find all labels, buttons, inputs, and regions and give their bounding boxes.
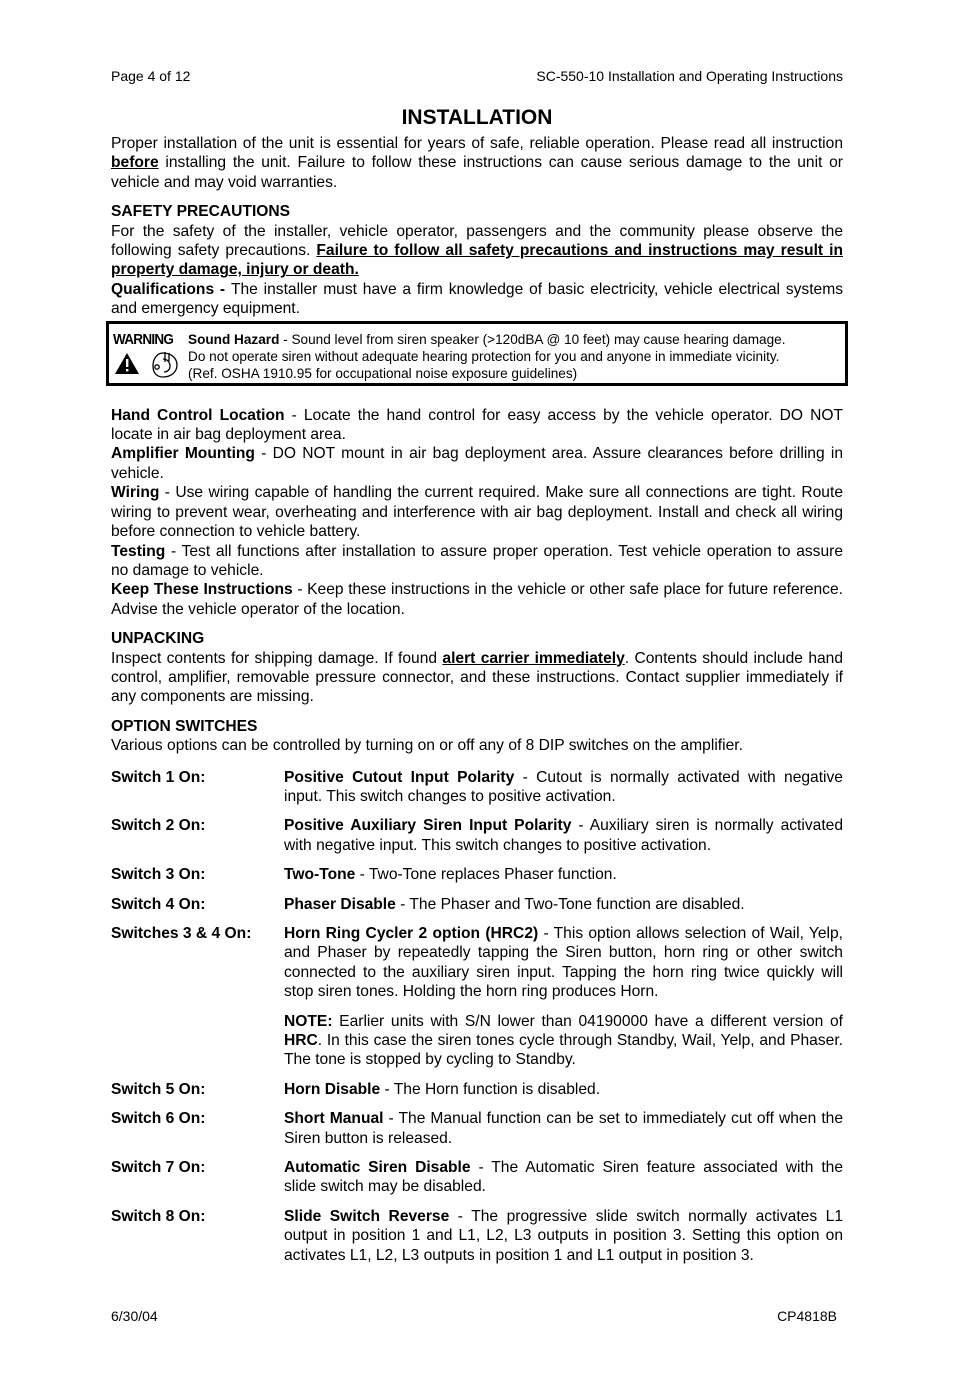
document-body — [111, 134, 843, 1275]
intro-paragraph: Proper installation of the unit is essential for years of safe, reliable operation. Please read all instruction before installing the unit. Failure to follow these instructions can cause serious damage to the unit or vehicle and may void warranties. — [111, 135, 843, 191]
switch-row: Switch 8 On: Slide Switch Reverse - The progressive slide switch normally activates L1 output in position 1 and L1, L2, L3 outputs in position 3. Setting this option on activates L1, L2, L3 outputs in position 1 and L1 output in position 3. — [111, 1207, 843, 1264]
warning-text: Sound Hazard - Sound level from siren speaker (>120dBA @ 10 feet) may cause hearing damage. Do not operate siren without adequate hearing protection for you and anyone in immediate vicinity. (Ref. OSHA 1910.95 for occupational noise exposure guidelines) — [188, 331, 786, 381]
switch-row: Switch 3 On: Two-Tone - Two-Tone replaces Phaser function. — [111, 866, 617, 884]
hrc-note: NOTE: Earlier units with S/N lower than 04190000 have a different version of HRC. In this case the siren tones cycle through Standby, Wail, Yelp, and Phaser. The tone is stopped by cycling to Standby. — [284, 1012, 843, 1069]
warning-label: WARNING — [113, 330, 174, 348]
instruction-item: Testing - Test all functions after installation to assure proper operation. Test vehicle operation to assure no damage to vehicle. — [111, 542, 843, 579]
switch-row: Switch 5 On: Horn Disable - The Horn function is disabled. — [111, 1080, 601, 1098]
warning-badge — [113, 330, 185, 385]
options-intro: Various options can be controlled by turning on or off any of 8 DIP switches on the amplifier. — [111, 737, 743, 755]
footer-code: CP4818B — [777, 1308, 837, 1324]
footer-date: 6/30/04 — [111, 1308, 158, 1324]
instruction-item: Hand Control Location - Locate the hand control for easy access by the vehicle operator. DO NOT locate in air bag deployment area. — [111, 406, 843, 444]
switch-row: Switch 4 On: Phaser Disable - The Phaser and Two-Tone function are disabled. — [111, 895, 745, 913]
qualifications-paragraph: Qualifications - The installer must have a firm knowledge of basic electricity, vehicle electrical systems and emergency equipment. — [111, 280, 844, 318]
hazard-icons — [113, 349, 185, 379]
switch-row: Switch 2 On: Positive Auxiliary Siren Input Polarity - Auxiliary siren is normally activated with negative input. This switch changes to positive activation. — [111, 817, 843, 854]
warning-box — [106, 321, 848, 386]
section-title: INSTALLATION — [401, 106, 553, 129]
ear-icon — [153, 352, 177, 377]
unpacking-paragraph: Inspect contents for shipping damage. If found alert carrier immediately. Contents should include hand control, amplifier, removable pressure connector, and these instructions. Contact supplier immediately if any components are missing. — [111, 649, 844, 706]
document-title: SC-550-10 Installation and Operating Instructions — [536, 68, 843, 84]
switch-row: Switch 1 On: Positive Cutout Input Polarity - Cutout is normally activated with negative input. This switch changes to positive activation. — [111, 768, 843, 805]
instruction-item: Keep These Instructions - Keep these instructions in the vehicle or other safe place for future reference. Advise the vehicle operator of the location. — [111, 581, 843, 618]
instruction-item: Amplifier Mounting - DO NOT mount in air bag deployment area. Assure clearances before drilling in vehicle. — [111, 445, 844, 482]
unpacking-heading: UNPACKING — [111, 630, 205, 648]
safety-paragraph: For the safety of the installer, vehicle operator, passengers and the community please observe the following safety precautions. Failure to follow all safety precautions and instructions may result in property damage, injury or death. — [111, 222, 844, 279]
options-heading: OPTION SWITCHES — [111, 717, 258, 735]
switch-row: Switch 7 On: Automatic Siren Disable - The Automatic Siren feature associated with the slide switch may be disabled. — [111, 1159, 844, 1196]
instruction-item: Wiring - Use wiring capable of handling the current required. Make sure all connections are tight. Route wiring to prevent wear, overheating and interference with air bag deployment. Install and check all wiring before connection to vehicle battery. — [111, 484, 843, 541]
switch-row: Switches 3 & 4 On: Horn Ring Cycler 2 option (HRC2) - This option allows selection of Wail, Yelp, and Phaser by repeatedly tapping the Siren button, horn ring or other switch connected to the auxiliary siren input. Tapping the horn ring twice quickly will stop siren tones. Holding the horn ring produces Horn. NOTE: Earlier units with S/N lower than 04190000 have a different version of HRC. In this case the siren tones cycle through Standby, Wail, Yelp, and Phaser. The tone is stopped by cycling to Standby. — [111, 925, 843, 1069]
page-number: Page 4 of 12 — [111, 68, 191, 84]
safety-heading: SAFETY PRECAUTIONS — [111, 203, 291, 221]
switch-row: Switch 6 On: Short Manual - The Manual function can be set to immediately cut off when the Siren button is released. — [111, 1110, 843, 1147]
